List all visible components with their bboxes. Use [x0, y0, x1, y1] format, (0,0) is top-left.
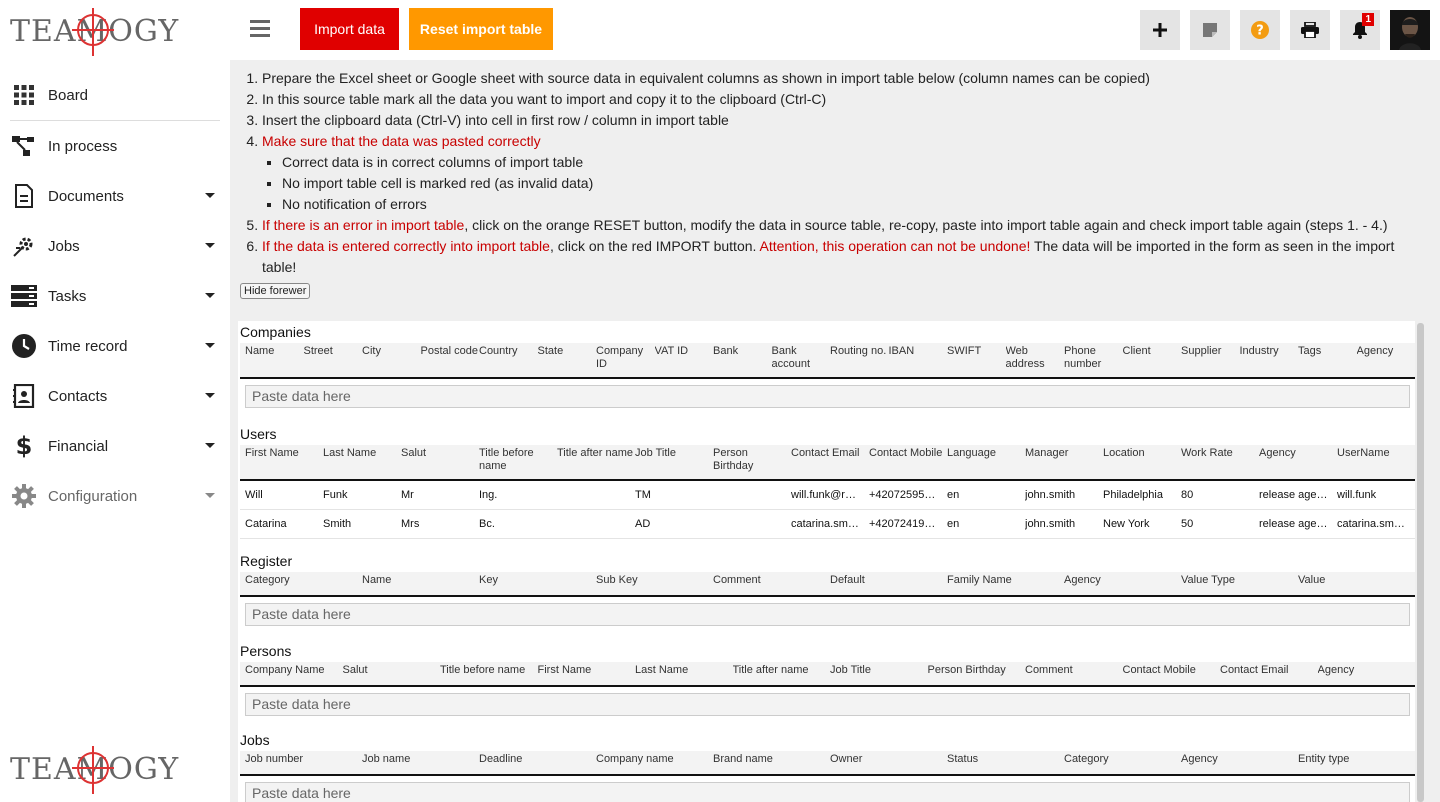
column-header: Key	[479, 574, 498, 586]
column-header: UserName	[1337, 447, 1390, 459]
column-header: Entity type	[1298, 753, 1350, 765]
print-button[interactable]	[1290, 10, 1330, 50]
table-cell[interactable]: AD	[635, 518, 651, 530]
table-header	[240, 343, 1415, 379]
sidebar-item-board[interactable]	[0, 70, 230, 120]
section-title: Jobs	[240, 732, 270, 748]
sidebar-item-label: In process	[48, 137, 118, 155]
column-header: Postal code	[420, 345, 478, 357]
table-header	[240, 445, 1415, 481]
column-header: Default	[830, 574, 865, 586]
table-cell[interactable]: New York	[1103, 518, 1150, 530]
sidebar-item-in-process[interactable]	[0, 121, 230, 171]
table-cell[interactable]: Will	[245, 489, 263, 501]
grid-icon	[11, 82, 37, 108]
instruction-step: 3. Insert the clipboard data (Ctrl-V) into cell in first row / column in import table	[262, 110, 1430, 131]
sidebar-item-label: Financial	[48, 437, 109, 455]
column-header: Agency	[1356, 345, 1394, 357]
instruction-text: The data will be imported in the form as seen in the import table!	[262, 238, 1395, 275]
paste-input[interactable]: Paste data here	[245, 782, 1410, 802]
table-row[interactable]	[240, 481, 1415, 510]
column-header: Contact Email	[791, 447, 860, 459]
sidebar-item-tasks[interactable]	[0, 271, 230, 321]
notifications-button[interactable]	[1340, 10, 1380, 50]
column-header: State	[537, 345, 564, 357]
sidebar-item-label: Time record	[48, 337, 128, 355]
instruction-step	[262, 131, 1430, 215]
column-header: Industry	[1239, 345, 1279, 357]
column-header: VAT ID	[654, 345, 689, 357]
register-section	[240, 550, 1415, 626]
column-header: Phone number	[1064, 345, 1102, 370]
column-header: Country	[479, 345, 518, 357]
column-header: Value	[1298, 574, 1326, 586]
svg-text:?: ?	[1256, 23, 1264, 39]
table-header	[240, 662, 1415, 687]
chevron-down-icon[interactable]	[205, 243, 215, 248]
paste-input[interactable]: Paste data here	[245, 385, 1410, 408]
column-header: Agency	[1317, 664, 1355, 676]
table-cell[interactable]: Smith	[323, 518, 352, 530]
table-cell[interactable]: Funk	[323, 489, 348, 501]
column-header: Category	[245, 574, 290, 586]
sidebar-item-configuration[interactable]	[0, 471, 230, 521]
column-header: Work Rate	[1181, 447, 1233, 459]
column-header: Contact Mobile	[869, 447, 943, 459]
users-section	[240, 423, 1415, 539]
column-header: Person Birthday	[927, 664, 1006, 676]
column-header: Title after name	[557, 447, 634, 459]
instruction-step: 1. Prepare the Excel sheet or Google sheet with source data in equivalent columns as shown in import table below (column names can be copied)	[262, 68, 1430, 89]
table-cell[interactable]: john.smith	[1025, 489, 1076, 501]
dollar-icon	[11, 433, 37, 459]
column-header: Last Name	[323, 447, 377, 459]
workflow-icon	[11, 133, 37, 159]
sidebar-item-time-record[interactable]	[0, 321, 230, 371]
svg-text:$: $	[16, 433, 32, 459]
column-header: Street	[303, 345, 333, 357]
column-header: Salut	[401, 447, 427, 459]
column-header: Last Name	[635, 664, 689, 676]
column-header: Language	[947, 447, 996, 459]
sidebar-item-contacts[interactable]	[0, 371, 230, 421]
document-icon	[11, 183, 37, 209]
column-header: Tags	[1298, 345, 1322, 357]
sidebar-nav	[0, 70, 230, 521]
section-title: Users	[240, 426, 277, 442]
hamburger-menu-icon[interactable]	[250, 20, 270, 38]
column-header: City	[362, 345, 381, 357]
table-cell[interactable]: Ing.	[479, 489, 498, 501]
instruction-text: , click on the red IMPORT button.	[549, 238, 760, 254]
column-header: Name	[245, 345, 275, 357]
paste-input[interactable]: Paste data here	[245, 603, 1410, 626]
column-header: Comment	[1025, 664, 1073, 676]
column-header: Supplier	[1181, 345, 1222, 357]
add-button[interactable]	[1140, 10, 1180, 50]
table-cell[interactable]: john.smith	[1025, 518, 1076, 530]
top-bar	[230, 0, 1440, 60]
table-cell[interactable]: catarina.sm…	[791, 518, 859, 530]
table-cell[interactable]: catarina.sm…	[1337, 518, 1405, 530]
import-data-button[interactable]: Import data	[300, 8, 399, 50]
sidebar-item-label: Contacts	[48, 387, 108, 405]
sticky-note-button[interactable]	[1190, 10, 1230, 50]
teamogy-logo[interactable]	[10, 6, 180, 58]
column-header: Deadline	[479, 753, 523, 765]
column-header: First Name	[537, 664, 592, 676]
column-header: Manager	[1025, 447, 1069, 459]
column-header: Agency	[1181, 753, 1218, 765]
instruction-step	[262, 236, 1430, 278]
table-cell[interactable]: Mrs	[401, 518, 420, 530]
table-header	[240, 751, 1415, 776]
sidebar-item-documents[interactable]	[0, 171, 230, 221]
import-instructions	[240, 68, 1430, 278]
column-header: Salut	[342, 664, 368, 676]
table-cell[interactable]: Catarina	[245, 518, 287, 530]
column-header: Value Type	[1181, 574, 1236, 586]
table-cell[interactable]: en	[947, 489, 960, 501]
column-header: Agency	[1259, 447, 1296, 459]
help-icon	[1251, 21, 1269, 39]
sidebar-item-label: Documents	[48, 187, 124, 205]
jobs-icon	[11, 233, 37, 259]
column-header: Company name	[596, 753, 674, 765]
logo-text: TEAMOGY	[10, 752, 180, 787]
column-header: Job number	[245, 753, 304, 765]
column-header: Contact Email	[1220, 664, 1289, 676]
import-tables	[238, 321, 1415, 802]
column-header: Person Birthday	[713, 447, 754, 472]
instruction-warning: Make sure that the data was pasted correctly	[262, 133, 541, 149]
printer-icon	[1301, 22, 1319, 38]
section-title: Companies	[240, 324, 311, 340]
table-header	[240, 572, 1415, 597]
chevron-down-icon[interactable]	[205, 343, 215, 348]
sidebar-item-label: Tasks	[48, 287, 87, 305]
hide-forever-button[interactable]: Hide forewer	[240, 283, 310, 299]
contacts-icon	[11, 383, 37, 409]
logo-text: TEAMOGY	[10, 14, 180, 49]
column-header: Bank account	[771, 345, 811, 370]
gear-icon	[11, 483, 37, 509]
chevron-down-icon[interactable]	[205, 193, 215, 198]
jobs-section	[240, 729, 1415, 802]
table-cell[interactable]: TM	[635, 489, 651, 501]
table-cell[interactable]: +42072419…	[869, 518, 936, 530]
column-header: Company Name	[245, 664, 325, 676]
sidebar-item-label: Jobs	[48, 237, 80, 255]
main-content	[230, 60, 1440, 802]
teamogy-logo-footer	[10, 744, 180, 796]
sidebar	[0, 0, 230, 802]
table-cell[interactable]: 50	[1181, 518, 1194, 530]
user-photo	[1390, 10, 1430, 50]
column-header: Routing no.	[830, 345, 887, 357]
column-header: SWIFT	[947, 345, 982, 357]
plus-icon	[1153, 23, 1167, 37]
sticky-note-icon	[1202, 22, 1218, 38]
instruction-warning: If the data is entered correctly into import table	[262, 238, 550, 254]
instruction-step: 2. In this source table mark all the data you want to import and copy it to the clipboard (Ctrl-C)	[262, 89, 1430, 110]
section-title: Register	[240, 553, 293, 569]
column-header: Brand name	[713, 753, 773, 765]
column-header: First Name	[245, 447, 299, 459]
column-header: Title before name	[479, 447, 534, 472]
instruction-substep: ▪ Correct data is in correct columns of import table	[282, 152, 1430, 173]
section-title: Persons	[240, 643, 292, 659]
table-row[interactable]	[240, 510, 1415, 539]
table-cell[interactable]: Philadelphia	[1103, 489, 1163, 501]
column-header: Contact Mobile	[1122, 664, 1196, 676]
table-cell[interactable]: Mr	[401, 489, 414, 501]
sidebar-item-financial[interactable]	[0, 421, 230, 471]
sidebar-item-label: Configuration	[48, 487, 138, 505]
table-cell[interactable]: release age…	[1259, 518, 1328, 530]
sidebar-item-jobs[interactable]	[0, 221, 230, 271]
column-header: Web address	[1005, 345, 1045, 370]
table-body	[240, 481, 1415, 539]
column-header: Sub Key	[596, 574, 638, 586]
column-header: Family Name	[947, 574, 1012, 586]
notification-badge: 1	[1362, 13, 1374, 26]
table-cell[interactable]: 80	[1181, 489, 1194, 501]
companies-section	[240, 321, 1415, 408]
crosshair-icon	[70, 6, 116, 58]
column-header: Client	[1122, 345, 1151, 357]
column-header: Title before name	[440, 664, 526, 676]
clock-icon	[11, 333, 37, 359]
instruction-warning: If there is an error in import table	[262, 217, 465, 233]
paste-input[interactable]: Paste data here	[245, 693, 1410, 716]
column-header: Job name	[362, 753, 411, 765]
instruction-substep: ▪ No import table cell is marked red (as invalid data)	[282, 173, 1430, 194]
instruction-text: , click on the orange RESET button, modify the data in source table, re-copy, paste into import table again and check import table again (steps 1. - 4.)	[464, 217, 1388, 233]
column-header: Owner	[830, 753, 863, 765]
column-header: Agency	[1064, 574, 1101, 586]
reset-import-table-button[interactable]: Reset import table	[409, 8, 553, 50]
chevron-down-icon[interactable]	[205, 293, 215, 298]
chevron-down-icon[interactable]	[205, 493, 215, 498]
help-button[interactable]	[1240, 10, 1280, 50]
column-header: Job Title	[635, 447, 676, 459]
instruction-substep: ▪ No notification of errors	[282, 194, 1430, 215]
table-cell[interactable]: en	[947, 518, 960, 530]
column-header: Job Title	[830, 664, 871, 676]
column-header: Name	[362, 574, 392, 586]
tasks-icon	[11, 283, 37, 309]
sidebar-item-label: Board	[48, 86, 89, 104]
crosshair-icon	[70, 744, 116, 796]
column-header: Location	[1103, 447, 1145, 459]
column-header: Bank	[713, 345, 739, 357]
column-header: Company ID	[596, 345, 644, 370]
column-header: Comment	[713, 574, 761, 586]
instruction-step	[262, 215, 1430, 236]
column-header: Category	[1064, 753, 1109, 765]
column-header: Status	[947, 753, 979, 765]
avatar[interactable]	[1390, 10, 1430, 50]
instruction-warning: Attention, this operation can not be undone!	[759, 238, 1031, 254]
vertical-scrollbar[interactable]	[1417, 323, 1424, 802]
chevron-down-icon[interactable]	[205, 443, 215, 448]
column-header: IBAN	[888, 345, 915, 357]
table-cell[interactable]: +42072595…	[869, 489, 936, 501]
column-header: Title after name	[732, 664, 809, 676]
chevron-down-icon[interactable]	[205, 393, 215, 398]
persons-section	[240, 640, 1415, 716]
table-cell[interactable]: will.funk	[1337, 489, 1377, 501]
table-cell[interactable]: release age…	[1259, 489, 1328, 501]
table-cell[interactable]: Bc.	[479, 518, 495, 530]
table-cell[interactable]: will.funk@r…	[791, 489, 856, 501]
